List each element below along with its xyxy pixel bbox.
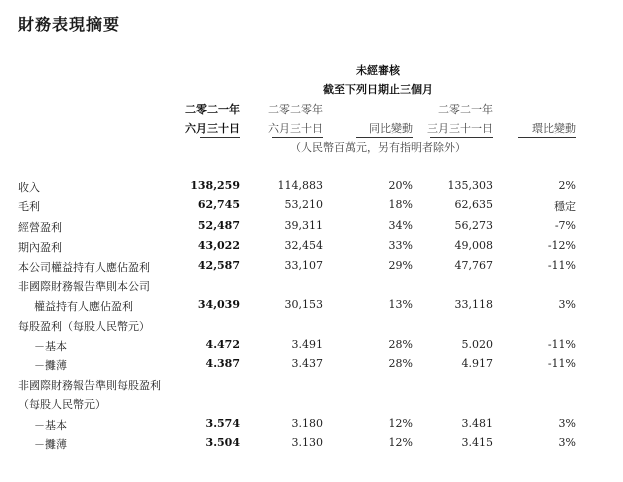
period-header: 截至下列日期止三個月 [323,83,433,96]
value-2021-mar: 4.917 [461,357,493,370]
unaudited-header: 未經審核 [356,64,400,77]
value-yoy: 12% [388,417,413,430]
table-row [0,377,623,395]
row-label: －攤薄 [34,359,67,372]
value-2021-mar: 3.481 [461,417,493,430]
row-label: 非國際財務報告準則每股盈利 [18,379,161,392]
qoq-header: 環比變動 [532,122,576,135]
table-row [0,219,623,237]
col4-header-rule [430,137,493,138]
row-label: 本公司權益持有人應佔盈利 [18,261,150,274]
col1-header-line2: 六月三十日 [185,122,240,135]
table-row [0,357,623,375]
value-2020-jun: 33,107 [284,259,323,272]
table-row [0,278,623,296]
value-2020-jun: 3.180 [291,417,323,430]
row-label: 收入 [18,181,40,194]
value-2020-jun: 53,210 [284,198,323,211]
value-2021-jun: 34,039 [197,298,240,311]
table-row [0,179,623,197]
table-row [0,239,623,257]
value-yoy: 33% [388,239,413,252]
value-2021-jun: 43,022 [197,239,240,252]
value-qoq: -11% [547,338,576,351]
row-label: －基本 [34,340,67,353]
table-row [0,259,623,277]
value-2021-jun: 42,587 [197,259,240,272]
value-2021-mar: 3.415 [461,436,493,449]
value-yoy: 28% [388,338,413,351]
table-row [0,436,623,454]
value-2021-jun: 52,487 [197,219,240,232]
value-2021-jun: 4.472 [205,338,240,351]
value-2021-mar: 62,635 [454,198,493,211]
value-qoq: 2% [558,179,576,192]
value-qoq: -12% [547,239,576,252]
col2-header-line2: 六月三十日 [268,122,323,135]
table-row [0,298,623,316]
value-yoy: 34% [388,219,413,232]
col2-header-line1: 二零二零年 [268,103,323,116]
value-qoq: 3% [558,417,576,430]
table-row [0,338,623,356]
unit-note: （人民幣百萬元，另有指明者除外） [290,141,466,154]
value-yoy: 13% [388,298,413,311]
value-2020-jun: 3.491 [291,338,323,351]
qoq-header-rule [518,137,576,138]
col4-header-line1: 二零二一年 [438,103,493,116]
value-2021-mar: 135,303 [447,179,493,192]
value-2020-jun: 3.130 [291,436,323,449]
value-qoq: -11% [547,259,576,272]
value-yoy: 20% [388,179,413,192]
table-row [0,396,623,414]
value-2020-jun: 30,153 [284,298,323,311]
value-2021-jun: 3.574 [205,417,240,430]
value-2021-mar: 47,767 [454,259,493,272]
col4-header-line2: 三月三十一日 [427,122,493,135]
row-label: 毛利 [18,200,40,213]
value-2021-jun: 138,259 [190,179,240,192]
value-2021-jun: 62,745 [197,198,240,211]
value-qoq: 3% [558,298,576,311]
value-qoq: -11% [547,357,576,370]
value-yoy: 28% [388,357,413,370]
row-label: 非國際財務報告準則本公司 [18,280,150,293]
value-2021-mar: 49,008 [454,239,493,252]
yoy-header: 同比變動 [369,122,413,135]
value-2021-mar: 33,118 [454,298,493,311]
value-yoy: 29% [388,259,413,272]
row-label: （每股人民幣元） [18,398,106,411]
yoy-header-rule [356,137,413,138]
value-2021-jun: 3.504 [205,436,240,449]
value-yoy: 12% [388,436,413,449]
value-qoq: 穩定 [554,200,576,213]
table-row [0,318,623,336]
value-qoq: 3% [558,436,576,449]
row-label: 每股盈利（每股人民幣元） [18,320,150,333]
value-2021-mar: 56,273 [454,219,493,232]
value-2021-mar: 5.020 [461,338,493,351]
col1-header-rule [200,137,240,138]
row-label: －攤薄 [34,438,67,451]
row-label: 經營盈利 [18,221,62,234]
value-2020-jun: 39,311 [284,219,323,232]
table-row [0,417,623,435]
table-row [0,198,623,216]
value-2021-jun: 4.387 [205,357,240,370]
col1-header-line1: 二零二一年 [185,103,240,116]
row-label: －基本 [34,419,67,432]
row-label: 權益持有人應佔盈利 [34,300,133,313]
page-title: 財務表現摘要 [18,15,121,34]
row-label: 期內盈利 [18,241,62,254]
value-qoq: -7% [554,219,576,232]
value-yoy: 18% [388,198,413,211]
value-2020-jun: 3.437 [291,357,323,370]
value-2020-jun: 32,454 [284,239,323,252]
value-2020-jun: 114,883 [277,179,323,192]
col2-header-rule [272,137,323,138]
